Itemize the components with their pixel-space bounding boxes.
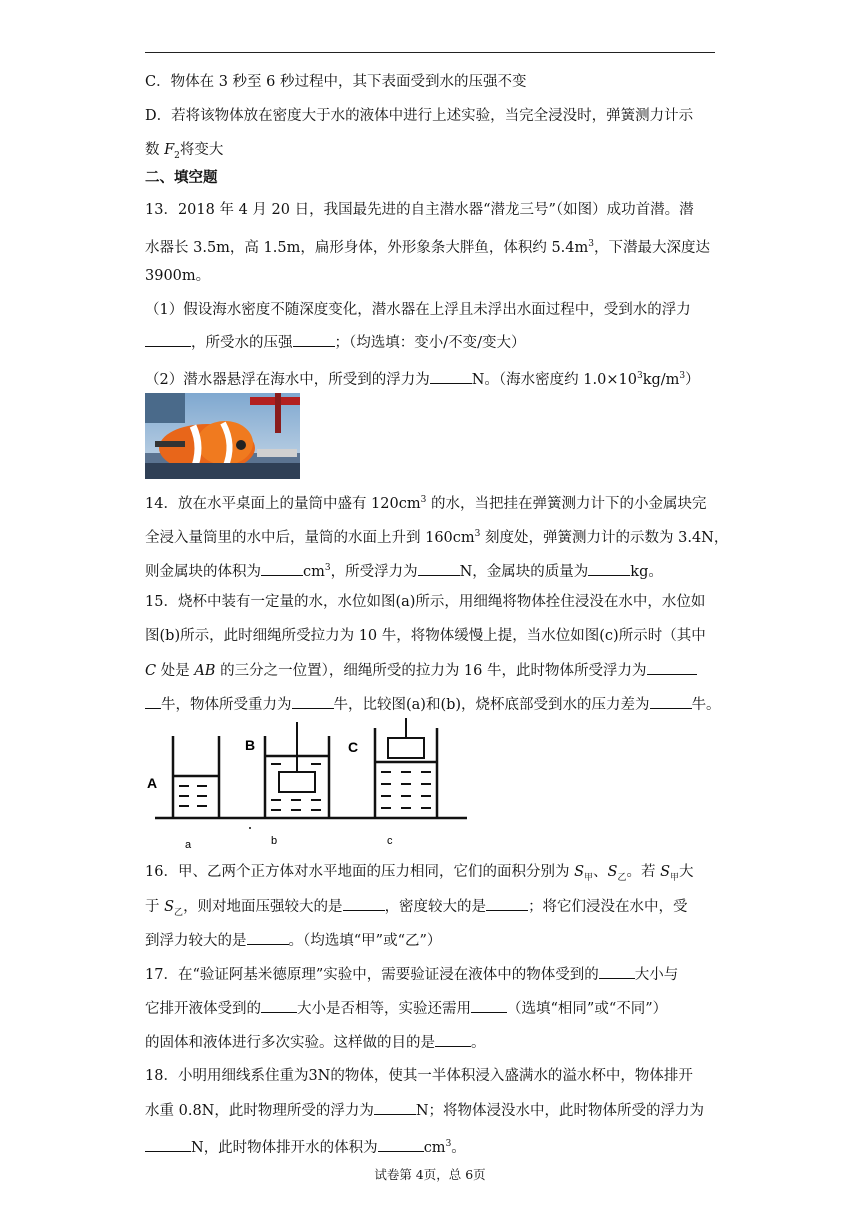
section-heading: 二、填空题 <box>145 169 218 186</box>
answer-blank[interactable] <box>650 694 692 709</box>
q14-line-2: 全浸入量筒里的水中后，量筒的水面上升到 $160cm^3$ 刻度处，弹簧测力计的示数为 3.4N， <box>145 529 729 546</box>
q17-line-3: 的固体和液体进行多次实验。这样做的目的是 。 <box>145 1032 486 1053</box>
option-c: C．物体在 3 秒至 6 秒过程中，其下表面受到水的压强不变 <box>145 74 527 90</box>
q16-line-1: 16．甲、乙两个正方体对水平地面的压力相同，它们的面积分别为 $S_甲$、$S_乙$。若 $S_甲$大 <box>145 864 694 883</box>
q15-line-4: 牛，物体所受重力为 牛，比较图(a)和(b)，烧杯底部受到水的压力差为 牛。 <box>145 694 721 715</box>
beaker-figure <box>145 718 475 853</box>
answer-blank[interactable] <box>374 1100 416 1115</box>
answer-blank[interactable] <box>430 369 472 384</box>
answer-blank[interactable] <box>647 660 697 675</box>
q14-line-1: 14．放在水平桌面上的量筒中盛有 $120cm^3$ 的水，当把挂在弹簧测力计下的小金属块完 <box>145 495 707 512</box>
q16-line-3: 到浮力较大的是 。（均选填“甲”或“乙”） <box>145 930 441 951</box>
label-c-marker: C <box>348 739 359 755</box>
label-a-marker: A <box>147 775 158 791</box>
answer-blank[interactable] <box>418 561 460 576</box>
option-d-cont: 数 $F_2$将变大 <box>145 142 224 161</box>
answer-blank[interactable] <box>471 998 507 1013</box>
q18-line-2: 水重 0.8N，此时物理所受的浮力为 N；将物体浸没水中，此时物体所受的浮力为 <box>145 1100 704 1121</box>
answer-blank[interactable] <box>247 930 289 945</box>
answer-blank[interactable] <box>378 1137 424 1152</box>
beaker-c <box>375 718 437 818</box>
q14-line-3: 则金属块的体积为 $cm^3$，所受浮力为 N，金属块的质量为 kg。 <box>145 558 663 582</box>
q13-1-line-1: （1）假设海水密度不随深度变化，潜水器在上浮且未浮出水面过程中，受到水的浮力 <box>145 302 691 318</box>
caption-b: b <box>271 835 278 847</box>
answer-blank[interactable] <box>145 694 161 709</box>
q15-line-1: 15．烧杯中装有一定量的水，水位如图(a)所示，用细绳将物体拴住浸没在水中，水位如 <box>145 594 706 610</box>
beaker-a <box>173 736 219 818</box>
q17-line-1: 17．在“验证阿基米德原理”实验中，需要验证浸在液体中的物体受到的 大小与 <box>145 964 678 985</box>
q16-line-2: 于 $S_乙$，则对地面压强较大的是 ，密度较大的是 ；将它们浸没在水中，受 <box>145 896 688 923</box>
answer-blank[interactable] <box>261 561 303 576</box>
answer-blank[interactable] <box>599 964 635 979</box>
q15-line-2: 图(b)所示，此时细绳所受拉力为 10 牛，将物体缓慢上提，当水位如图(c)所示时（其中 <box>145 628 706 644</box>
answer-blank[interactable] <box>261 998 297 1013</box>
q15-line-3: C 处是 AB 的三分之一位置），细绳所受的拉力为 16 牛，此时物体所受浮力为 <box>145 660 697 681</box>
q18-line-1: 18．小明用细线系住重为3N的物体，使其一半体积浸入盛满水的溢水杯中，物体排开 <box>145 1068 693 1084</box>
q13-line-2: 水器长 3.5m，高 1.5m，扁形身体，外形象条大胖鱼，体积约 $5.4m^3$，下潜最大深度达 <box>145 239 710 256</box>
submarine-photo <box>145 393 300 479</box>
caption-a: a <box>185 839 192 851</box>
option-d: D．若将该物体放在密度大于水的液体中进行上述实验，当完全浸没时，弹簧测力计示 <box>145 108 694 124</box>
q17-line-2: 它排开液体受到的 大小是否相等，实验还需用 （选填“相同”或“不同”） <box>145 998 667 1019</box>
answer-blank[interactable] <box>435 1032 471 1047</box>
beaker-b <box>265 722 329 818</box>
answer-blank[interactable] <box>343 896 385 911</box>
top-rule <box>145 52 715 53</box>
q18-line-3: N，此时物体排开水的体积为 $cm^3$。 <box>145 1134 466 1158</box>
answer-blank[interactable] <box>145 1137 191 1152</box>
q13-line-3: 3900m。 <box>145 268 211 284</box>
answer-blank[interactable] <box>588 561 630 576</box>
answer-blank[interactable] <box>486 896 528 911</box>
answer-blank[interactable] <box>293 332 335 347</box>
q13-1-line-2: ，所受水的压强 ；（均选填：变小/不变/变大） <box>145 332 526 353</box>
caption-c: c <box>387 835 393 847</box>
page-footer: 试卷第 4页，总 6页 <box>374 1167 486 1182</box>
label-b-marker: B <box>245 737 256 753</box>
q13-line-1: 13．2018 年 4 月 20 日，我国最先进的自主潜水器“潜龙三号”（如图）成功首潜。潜 <box>145 202 694 218</box>
answer-blank[interactable] <box>292 694 334 709</box>
answer-blank[interactable] <box>145 332 191 347</box>
q13-2-line: （2）潜水器悬浮在海水中，所受到的浮力为 N。（海水密度约 $1.0\times 10^3kg/m^3$） <box>145 366 700 390</box>
